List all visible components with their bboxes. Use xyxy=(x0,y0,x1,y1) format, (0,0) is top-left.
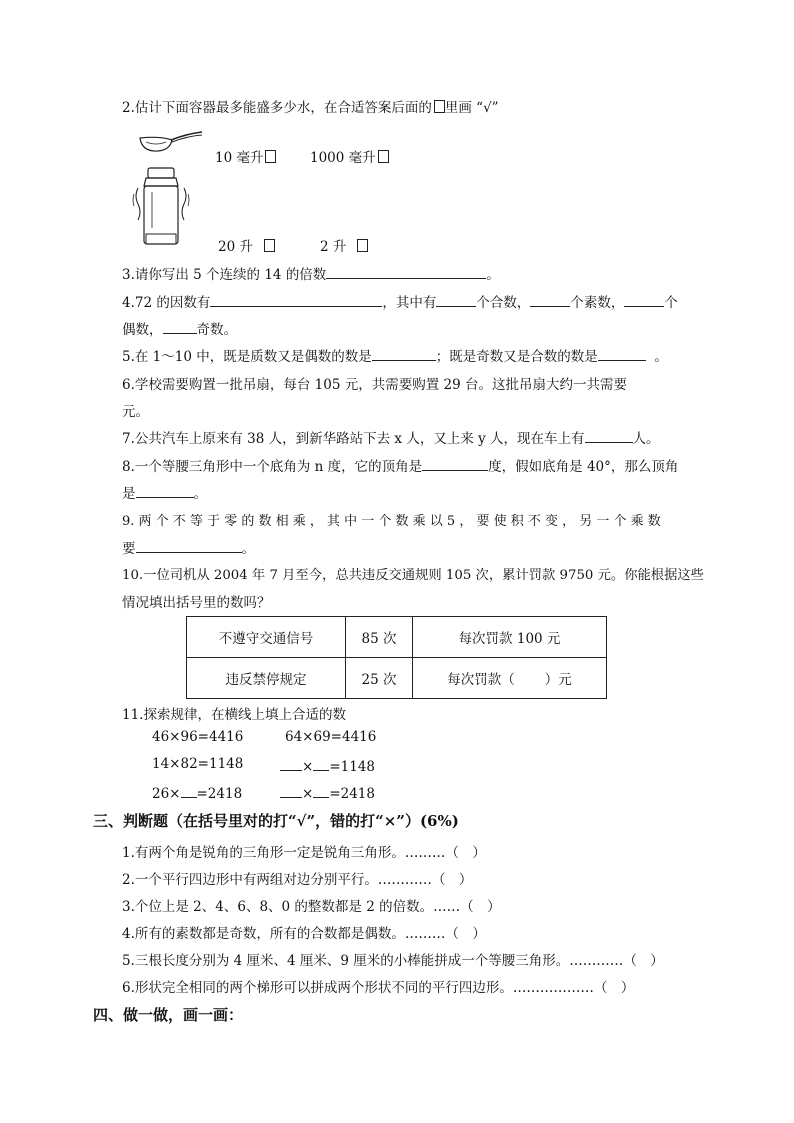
q10-line2: 情况填出括号里的数吗？ xyxy=(122,595,271,611)
spoon-icon xyxy=(136,128,206,156)
q11-blank[interactable] xyxy=(313,783,329,798)
judgment-item-5: 5.三根长度分别为 4 厘米、4 厘米、9 厘米的小棒能拼成一个等腰三角形。…………（ ） xyxy=(122,953,664,969)
q9-line1: 9. 两 个 不 等 于 零 的 数 相 乘 ， 其 中 一 个 数 乘 以 5 ， 要 使 积 不 变 ， 另 一 个 乘 数 xyxy=(122,514,661,529)
q4-line2: 偶数， 奇数。 xyxy=(122,318,237,338)
q6-line1: 6.学校需要购置一批吊扇，每台 105 元，共需要购置 29 台。这批吊扇大约一共需要 xyxy=(122,377,627,393)
answer-box-icon xyxy=(434,100,445,113)
q8-line2: 是 。 xyxy=(122,482,207,502)
spoon-option-2[interactable]: 1000 毫升 xyxy=(310,146,389,166)
q11-blank[interactable] xyxy=(280,783,302,798)
q6-line2: 元。 xyxy=(122,404,149,420)
q7: 7.公共汽车上原来有 38 人，到新华路站下去 x 人，又上来 y 人，现在车上有 人。 xyxy=(122,427,660,447)
table-cell-fine: 每次罚款（ ）元 xyxy=(413,658,607,699)
answer-box-icon[interactable] xyxy=(264,239,275,252)
q11-title: 11.探索规律，在横线上填上合适的数 xyxy=(122,707,346,723)
q3-answer-blank[interactable] xyxy=(326,264,486,279)
q8-blank-1[interactable] xyxy=(422,456,488,471)
judgment-paren[interactable]: （ ） xyxy=(623,953,664,969)
q10-line1: 10.一位司机从 2004 年 7 月至今，总共违反交通规则 105 次，累计罚款 9750 元。你能根据这些 xyxy=(122,568,704,583)
section-3-heading: 三、判断题（在括号里对的打“√”，错的打“×”）(6%) xyxy=(93,812,459,830)
q11-blank[interactable] xyxy=(181,783,197,798)
q5-blank-1[interactable] xyxy=(372,346,436,361)
judgment-paren[interactable]: （ ） xyxy=(445,845,486,861)
judgment-paren[interactable]: （ ） xyxy=(431,872,473,888)
answer-box-icon[interactable] xyxy=(265,150,276,163)
q11-eq-2a: 14×82=1148 xyxy=(152,756,244,772)
q4-blank-odds[interactable] xyxy=(163,319,197,334)
judgment-item-4: 4.所有的素数都是奇数，所有的合数都是偶数。………（ ） xyxy=(122,926,486,942)
q5: 5.在 1～10 中，既是质数又是偶数的数是 ；既是奇数又是合数的数是 。 xyxy=(122,345,668,365)
q4-blank-composites[interactable] xyxy=(436,292,476,307)
q4-blank-evens[interactable] xyxy=(624,292,664,307)
answer-box-icon[interactable] xyxy=(357,239,368,252)
q7-blank[interactable] xyxy=(585,428,633,443)
answer-box-icon[interactable] xyxy=(378,150,389,163)
judgment-item-2: 2.一个平行四边形中有两组对边分别平行。…………（ ） xyxy=(122,872,473,888)
thermos-bottle-icon xyxy=(132,166,192,250)
bottle-option-2[interactable]: 2 升 xyxy=(320,235,368,255)
q11-eq-1a: 46×96=4416 xyxy=(152,729,244,745)
spoon-option-1[interactable]: 10 毫升 xyxy=(215,146,276,166)
table-cell-fine: 每次罚款 100 元 xyxy=(413,617,607,658)
table-cell-item: 不遵守交通信号 xyxy=(187,617,346,658)
q4-blank-primes[interactable] xyxy=(530,292,570,307)
judgment-item-1: 1.有两个角是锐角的三角形一定是锐角三角形。………（ ） xyxy=(122,845,486,861)
q11-blank[interactable] xyxy=(280,756,302,771)
judgment-paren[interactable]: （ ） xyxy=(445,926,486,942)
q11-eq-3a: 26× =2418 xyxy=(152,783,242,802)
table-row xyxy=(187,658,607,699)
q8-line1: 8.一个等腰三角形中一个底角为 n 度，它的顶角是 度，假如底角是 40°，那么顶角 xyxy=(122,455,678,475)
q11-eq-3b: × =2418 xyxy=(280,783,375,802)
violation-fines-table xyxy=(186,616,607,699)
q2-prompt: 2.估计下面容器最多能盛多少水，在合适答案后面的 里画 “√” xyxy=(122,100,499,116)
q9-line2: 要 。 xyxy=(122,537,255,557)
bottle-option-1[interactable]: 20 升 xyxy=(218,235,275,255)
table-cell-count: 85 次 xyxy=(346,617,413,658)
q4-blank-factors[interactable] xyxy=(210,292,382,307)
judgment-item-3: 3.个位上是 2、4、6、8、0 的整数都是 2 的倍数。……（ ） xyxy=(122,899,501,915)
judgment-paren[interactable]: （ ） xyxy=(593,980,635,996)
q11-eq-1b: 64×69=4416 xyxy=(285,729,377,745)
q3: 3.请你写出 5 个连续的 14 的倍数 。 xyxy=(122,263,500,283)
table-row xyxy=(187,617,607,658)
table-cell-count: 25 次 xyxy=(346,658,413,699)
judgment-item-6: 6.形状完全相同的两个梯形可以拼成两个形状不同的平行四边形。………………（ ） xyxy=(122,980,635,996)
q11-eq-2b: × =1148 xyxy=(280,756,375,775)
table-cell-item: 违反禁停规定 xyxy=(187,658,346,699)
q11-blank[interactable] xyxy=(313,756,329,771)
section-4-heading: 四、做一做，画一画： xyxy=(93,1006,244,1024)
q5-blank-2[interactable] xyxy=(598,346,646,361)
q8-blank-2[interactable] xyxy=(136,483,194,498)
q4-line1: 4.72 的因数有 ，其中有 个合数， 个素数， 个 xyxy=(122,291,678,311)
judgment-paren[interactable]: （ ） xyxy=(460,899,501,915)
q9-blank[interactable] xyxy=(136,538,242,553)
